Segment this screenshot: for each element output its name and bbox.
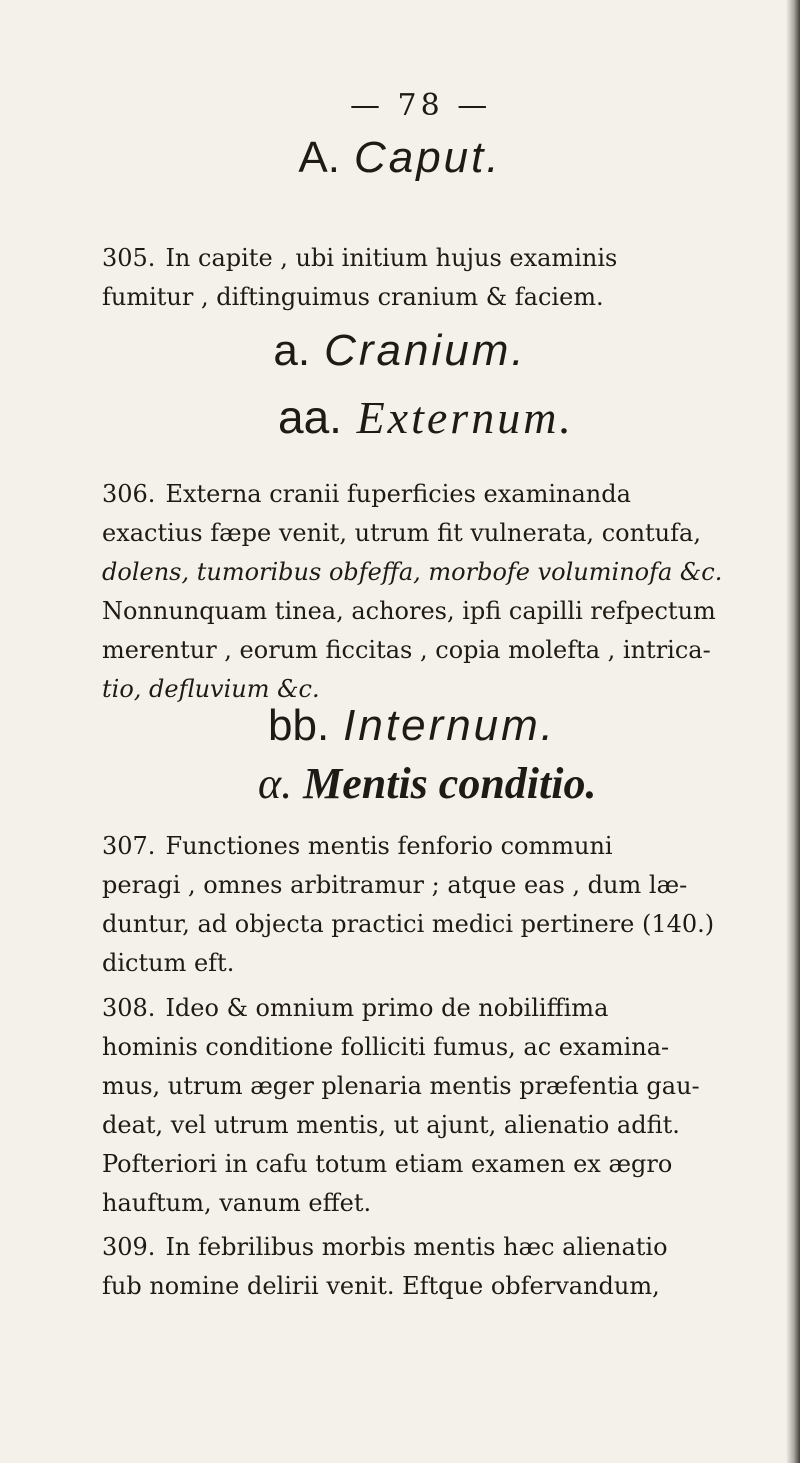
paragraph-305-line-2: fumitur , diftinguimus cranium & faciem. bbox=[102, 283, 604, 311]
heading-caput-label: A. bbox=[298, 133, 340, 182]
paragraph-306-line-2: exactius fæpe venit, utrum fit vulnerata, contufa, bbox=[102, 519, 701, 547]
paragraph-308-number: 308. bbox=[102, 994, 156, 1022]
paragraph-307-line-1 bbox=[102, 832, 613, 860]
heading-internum bbox=[268, 700, 556, 751]
paragraph-308-line-4: deat, vel utrum mentis, ut ajunt, alienatio adfit. bbox=[102, 1111, 680, 1139]
paragraph-306-line-5: merentur , eorum ficcitas , copia molefta , intrica- bbox=[102, 636, 711, 664]
heading-caput bbox=[0, 132, 800, 183]
paragraph-306-line-6: tio, defluvium &c. bbox=[102, 675, 320, 703]
paragraph-307-line-2: peragi , omnes arbitramur ; atque eas , dum læ- bbox=[102, 871, 688, 899]
page-number: — 78 — bbox=[350, 88, 492, 123]
paragraph-306-line-3: dolens, tumoribus obfeffa, morbofe voluminofa &c. bbox=[102, 558, 723, 586]
heading-cranium-label: a. bbox=[273, 326, 311, 375]
heading-mentis bbox=[258, 758, 596, 809]
paragraph-305-text-1: In capite , ubi initium hujus examinis bbox=[165, 244, 618, 272]
paragraph-308-line-2: hominis conditione folliciti fumus, ac examina- bbox=[102, 1033, 670, 1061]
heading-mentis-title: Mentis conditio. bbox=[303, 759, 597, 808]
paragraph-309-number: 309. bbox=[102, 1233, 156, 1261]
paragraph-306-text-1: Externa cranii fuperficies examinanda bbox=[165, 480, 631, 508]
paragraph-308-line-3: mus, utrum æger plenaria mentis præfentia gau- bbox=[102, 1072, 700, 1100]
paragraph-306-number: 306. bbox=[102, 480, 156, 508]
paragraph-309-line-1 bbox=[102, 1233, 668, 1261]
heading-externum-title: Externum. bbox=[356, 392, 574, 443]
paragraph-309-text-1: In febrilibus morbis mentis hæc alienatio bbox=[165, 1233, 668, 1261]
heading-externum-label: aa. bbox=[278, 391, 342, 443]
heading-cranium-title: Cranium. bbox=[324, 326, 527, 375]
heading-externum bbox=[278, 390, 574, 444]
paragraph-308-line-5: Pofteriori in cafu totum etiam examen ex ægro bbox=[102, 1150, 673, 1178]
heading-cranium bbox=[0, 325, 800, 376]
paragraph-309-line-2: fub nomine delirii venit. Eftque obfervandum, bbox=[102, 1272, 660, 1300]
paragraph-305-line-1 bbox=[102, 244, 617, 272]
paragraph-307-line-4: dictum eft. bbox=[102, 949, 235, 977]
paragraph-307-number: 307. bbox=[102, 832, 156, 860]
heading-internum-title: Internum. bbox=[343, 701, 557, 750]
paragraph-307-text-1: Functiones mentis fenforio communi bbox=[165, 832, 613, 860]
heading-internum-label: bb. bbox=[268, 701, 330, 750]
paragraph-306-line-4: Nonnunquam tinea, achores, ipfi capilli refpectum bbox=[102, 597, 716, 625]
paragraph-306-line-1 bbox=[102, 480, 631, 508]
paragraph-308-text-1: Ideo & omnium primo de nobiliffima bbox=[165, 994, 609, 1022]
paragraph-308-line-1 bbox=[102, 994, 608, 1022]
paragraph-308-line-6: hauftum, vanum effet. bbox=[102, 1189, 372, 1217]
paragraph-307-line-3: duntur, ad objecta practici medici pertinere (140.) bbox=[102, 910, 715, 938]
heading-mentis-label: α. bbox=[258, 759, 293, 808]
heading-caput-title: Caput. bbox=[353, 133, 502, 182]
paragraph-305-number: 305. bbox=[102, 244, 156, 272]
page-edge-shadow bbox=[786, 0, 800, 1463]
